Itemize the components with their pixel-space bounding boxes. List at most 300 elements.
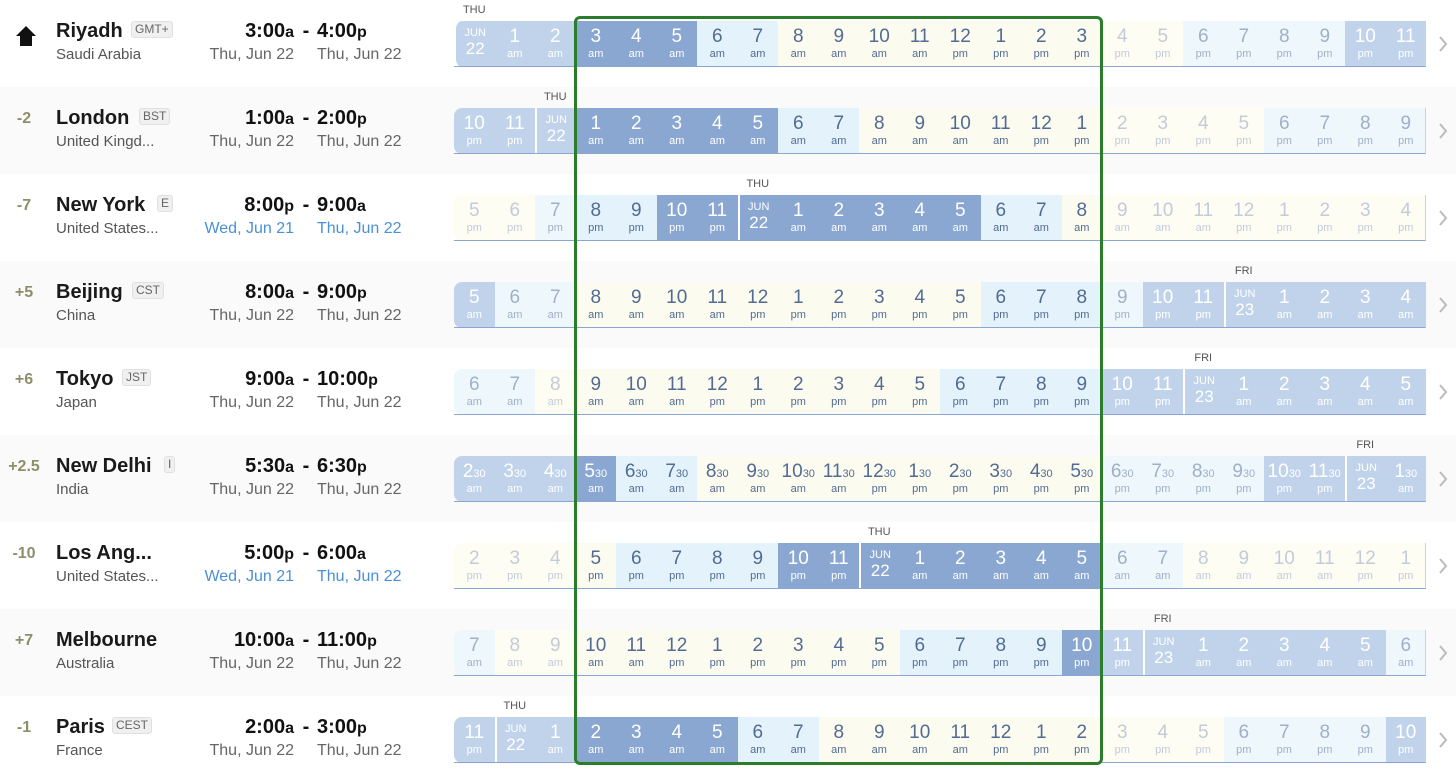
hour-cell[interactable] (1021, 21, 1062, 67)
hour-cell[interactable] (697, 195, 738, 241)
hour-cell[interactable] (900, 108, 941, 154)
hour-number: 2 (1116, 113, 1128, 134)
hour-cell[interactable] (697, 717, 738, 763)
hour-cell[interactable] (1345, 630, 1386, 676)
hour-cell[interactable] (1224, 108, 1265, 154)
hour-cell[interactable] (1386, 282, 1427, 328)
hour-cell[interactable] (1102, 282, 1143, 328)
hour-cell[interactable] (454, 717, 495, 763)
hour-cell[interactable] (576, 369, 617, 415)
hour-cell[interactable] (1224, 21, 1265, 67)
hour-cell[interactable] (1386, 543, 1427, 589)
chevron-right-icon[interactable] (1437, 382, 1449, 402)
hour-cell[interactable] (1224, 456, 1265, 502)
hour-cell[interactable] (1305, 108, 1346, 154)
hour-cell[interactable] (1345, 21, 1386, 67)
hour-cell[interactable] (981, 543, 1022, 589)
hour-suffix: pm (952, 309, 968, 321)
hour-cell[interactable] (940, 717, 981, 763)
day-marker-cell[interactable] (738, 195, 779, 241)
hour-cell[interactable] (900, 456, 941, 502)
hour-suffix: am (628, 483, 644, 495)
hour-cell[interactable] (454, 369, 495, 415)
hour-cell[interactable] (1021, 282, 1062, 328)
hour-number: 8 (509, 635, 521, 656)
hour-cell[interactable] (616, 282, 657, 328)
timezone-row[interactable] (0, 696, 1456, 783)
hour-cell[interactable] (616, 543, 657, 589)
hour-number: 10 (463, 113, 485, 134)
timezone-row[interactable] (0, 348, 1456, 435)
hour-cell[interactable] (1183, 282, 1224, 328)
hour-number: 7 (468, 635, 480, 656)
hour-cell[interactable] (1264, 195, 1305, 241)
hour-cell[interactable] (1305, 369, 1346, 415)
hour-number: 11 (828, 548, 849, 569)
hour-cell[interactable] (1224, 630, 1265, 676)
hour-suffix: am (1033, 570, 1049, 582)
hour-cell[interactable] (1021, 630, 1062, 676)
hour-cell[interactable] (454, 282, 495, 328)
hour-strip[interactable] (454, 91, 1426, 154)
hour-cell[interactable] (1143, 543, 1184, 589)
hour-cell[interactable] (778, 630, 819, 676)
hour-cell[interactable] (819, 108, 860, 154)
hour-cell[interactable] (778, 369, 819, 415)
hour-cell[interactable] (1345, 717, 1386, 763)
timezone-row[interactable] (0, 87, 1456, 174)
hour-cell[interactable] (697, 456, 738, 502)
hour-cell[interactable] (697, 543, 738, 589)
hour-strip[interactable] (454, 178, 1426, 241)
hour-cell[interactable] (1386, 456, 1427, 502)
hour-cell[interactable] (819, 369, 860, 415)
hour-cell[interactable] (1021, 543, 1062, 589)
hour-cell[interactable] (657, 630, 698, 676)
hour-cell[interactable] (576, 108, 617, 154)
hour-number: 1 (1278, 200, 1290, 221)
hour-cell[interactable] (535, 282, 576, 328)
hour-cell[interactable] (738, 21, 779, 67)
hour-cell[interactable] (1062, 369, 1103, 415)
chevron-right-icon[interactable] (1437, 295, 1449, 315)
hour-cell[interactable] (1021, 717, 1062, 763)
hour-cell[interactable] (981, 108, 1022, 154)
hour-cell[interactable] (859, 369, 900, 415)
hour-cell[interactable] (900, 369, 941, 415)
hour-suffix: am (790, 222, 806, 234)
hour-cell[interactable] (859, 456, 900, 502)
hour-cell[interactable] (1102, 21, 1143, 67)
hour-cell[interactable] (1305, 282, 1346, 328)
city-name[interactable]: Paris (56, 716, 105, 738)
day-marker-cell[interactable] (859, 543, 900, 589)
hour-cell[interactable] (1264, 717, 1305, 763)
hour-cell[interactable] (1305, 456, 1346, 502)
hour-suffix: am (831, 222, 847, 234)
hour-cell[interactable] (697, 282, 738, 328)
hour-suffix: am (1357, 396, 1373, 408)
hour-cell[interactable] (1264, 369, 1305, 415)
hour-cell[interactable] (657, 21, 698, 67)
hour-number: 8 (995, 635, 1007, 656)
timezone-abbr: BST (139, 108, 170, 125)
hour-cell[interactable] (454, 630, 495, 676)
hour-cell[interactable] (657, 108, 698, 154)
hour-cell[interactable] (1305, 21, 1346, 67)
end-time-ampm: a (357, 546, 366, 563)
day-marker-cell[interactable] (1345, 456, 1386, 502)
hour-cell[interactable] (778, 717, 819, 763)
hour-cell[interactable] (1264, 630, 1305, 676)
hour-cell[interactable] (1386, 369, 1427, 415)
hour-value: 11 (1308, 461, 1329, 482)
hour-cell[interactable] (495, 630, 536, 676)
hour-cell[interactable] (657, 369, 698, 415)
hour-value: 2 (948, 461, 960, 482)
hour-strip[interactable] (454, 352, 1426, 415)
time-separator: - (302, 368, 310, 390)
hour-suffix: am (709, 48, 725, 60)
hour-cell[interactable] (1224, 369, 1265, 415)
hour-cell[interactable] (535, 195, 576, 241)
hour-cell[interactable] (535, 21, 576, 67)
hour-cell[interactable] (940, 195, 981, 241)
hour-number: 2 (1076, 722, 1088, 743)
hour-cell[interactable] (981, 630, 1022, 676)
hour-cell[interactable] (940, 108, 981, 154)
chevron-right-icon[interactable] (1437, 34, 1449, 54)
timezone-row[interactable] (0, 522, 1456, 609)
chevron-right-icon[interactable] (1437, 730, 1449, 750)
hour-suffix: pm (750, 396, 766, 408)
timezone-row[interactable] (0, 174, 1456, 261)
hour-cell[interactable] (535, 630, 576, 676)
hour-cell[interactable] (454, 543, 495, 589)
hour-cell[interactable] (940, 543, 981, 589)
hour-cell[interactable] (576, 195, 617, 241)
hour-cell[interactable] (576, 543, 617, 589)
hour-cell[interactable] (738, 717, 779, 763)
hour-cell[interactable] (1183, 108, 1224, 154)
hour-cell[interactable] (1102, 369, 1143, 415)
hour-cell[interactable] (738, 630, 779, 676)
hour-cell[interactable] (900, 717, 941, 763)
hour-cell[interactable] (576, 282, 617, 328)
hour-cell[interactable] (1062, 195, 1103, 241)
hour-cell[interactable] (738, 456, 779, 502)
hour-cell[interactable] (1386, 21, 1427, 67)
hour-cell[interactable] (616, 21, 657, 67)
hour-cell[interactable] (657, 543, 698, 589)
hour-cell[interactable] (1102, 543, 1143, 589)
hour-cell[interactable] (819, 195, 860, 241)
hour-cell[interactable] (576, 456, 617, 502)
hour-cell[interactable] (495, 369, 536, 415)
day-marker-cell[interactable] (1224, 282, 1265, 328)
hour-cell[interactable] (778, 21, 819, 67)
hour-cell[interactable] (1021, 369, 1062, 415)
hour-cell[interactable] (1305, 717, 1346, 763)
hour-cell[interactable] (454, 456, 495, 502)
day-marker-month: JUN (1153, 636, 1175, 648)
hour-number (1021, 462, 1062, 484)
hour-cell[interactable] (859, 195, 900, 241)
hour-strip[interactable] (454, 700, 1426, 763)
hour-cell[interactable] (859, 282, 900, 328)
hour-cell[interactable] (495, 543, 536, 589)
hour-suffix: pm (1317, 483, 1333, 495)
hour-cell[interactable] (535, 717, 576, 763)
hour-cell[interactable] (940, 456, 981, 502)
hour-cell[interactable] (819, 282, 860, 328)
hour-cell[interactable] (1305, 195, 1346, 241)
hour-cell[interactable] (454, 108, 495, 154)
hour-cell[interactable] (819, 21, 860, 67)
hour-suffix: pm (1195, 483, 1211, 495)
hour-cell[interactable] (859, 630, 900, 676)
city-name[interactable]: Los Ang... (56, 542, 152, 564)
hour-cell[interactable] (1345, 195, 1386, 241)
city-name[interactable]: New Delhi (56, 455, 152, 477)
hour-suffix: pm (1195, 309, 1211, 321)
hour-cell[interactable] (697, 630, 738, 676)
end-time (317, 629, 377, 652)
hour-cell[interactable] (900, 630, 941, 676)
home-icon[interactable] (14, 24, 38, 48)
hour-cell[interactable] (819, 543, 860, 589)
hour-strip[interactable] (454, 439, 1426, 502)
hour-cell[interactable] (495, 108, 536, 154)
hour-cell[interactable] (1224, 543, 1265, 589)
hour-cell[interactable] (576, 21, 617, 67)
hour-cell[interactable] (1183, 630, 1224, 676)
hour-cell[interactable] (940, 21, 981, 67)
hour-cell[interactable] (981, 195, 1022, 241)
hour-number: 2 (833, 200, 845, 221)
hour-cell[interactable] (576, 630, 617, 676)
chevron-right-icon[interactable] (1437, 469, 1449, 489)
hour-number: 1 (1076, 113, 1088, 134)
day-marker-cell[interactable] (535, 108, 576, 154)
hour-cell[interactable] (657, 282, 698, 328)
hour-cell[interactable] (1386, 108, 1427, 154)
hour-cell[interactable] (859, 21, 900, 67)
hour-cell[interactable] (1386, 630, 1427, 676)
hour-cell[interactable] (1183, 21, 1224, 67)
hour-cell[interactable] (940, 282, 981, 328)
hour-cell[interactable] (1062, 282, 1103, 328)
hour-cell[interactable] (738, 282, 779, 328)
start-time (245, 107, 294, 130)
hour-cell[interactable] (657, 195, 698, 241)
chevron-right-icon[interactable] (1437, 556, 1449, 576)
hour-cell[interactable] (1264, 543, 1305, 589)
hour-cell[interactable] (1386, 717, 1427, 763)
hour-suffix: pm (1357, 744, 1373, 756)
hour-cell[interactable] (454, 195, 495, 241)
hour-cell[interactable] (900, 195, 941, 241)
hour-suffix: am (669, 744, 685, 756)
hour-cell[interactable] (940, 630, 981, 676)
hour-cell[interactable] (1062, 21, 1103, 67)
timezone-row[interactable] (0, 435, 1456, 522)
hour-cell[interactable] (1021, 456, 1062, 502)
hour-cell[interactable] (1183, 195, 1224, 241)
hour-cell[interactable] (616, 108, 657, 154)
hour-cell[interactable] (535, 369, 576, 415)
hour-strip[interactable] (454, 4, 1426, 67)
hour-number: 4 (1359, 374, 1371, 395)
day-marker-cell[interactable] (1143, 630, 1184, 676)
city-name[interactable]: Melbourne (56, 629, 158, 651)
end-date: Thu, Jun 22 (317, 481, 402, 498)
start-time (245, 20, 294, 43)
hour-cell[interactable] (657, 456, 698, 502)
hour-cell[interactable] (495, 21, 536, 67)
hour-cell[interactable] (1345, 369, 1386, 415)
city-name[interactable]: London (56, 107, 130, 129)
hour-cell[interactable] (1062, 717, 1103, 763)
hour-cell[interactable] (657, 717, 698, 763)
day-marker-cell[interactable] (495, 717, 536, 763)
hour-cell[interactable] (778, 282, 819, 328)
end-time-value: 9:00 (317, 194, 358, 216)
hour-cell[interactable] (1143, 369, 1184, 415)
hour-cell[interactable] (738, 543, 779, 589)
chevron-right-icon[interactable] (1437, 208, 1449, 228)
hour-number: 4 (1197, 113, 1209, 134)
hour-cell[interactable] (535, 543, 576, 589)
hour-number: 7 (671, 548, 683, 569)
chevron-right-icon[interactable] (1437, 643, 1449, 663)
hour-cell[interactable] (981, 369, 1022, 415)
hour-cell[interactable] (697, 21, 738, 67)
hour-number: 8 (590, 200, 602, 221)
hour-cell[interactable] (535, 456, 576, 502)
hour-cell[interactable] (859, 717, 900, 763)
hour-cell[interactable] (1143, 282, 1184, 328)
hour-strip[interactable] (454, 265, 1426, 328)
hour-cell[interactable] (495, 195, 536, 241)
start-time (245, 281, 294, 304)
hour-cell[interactable] (981, 282, 1022, 328)
hour-number (1143, 462, 1184, 484)
hour-cell[interactable] (1062, 456, 1103, 502)
day-marker-cell[interactable] (454, 21, 495, 67)
hour-suffix: pm (871, 483, 887, 495)
hour-cell[interactable] (1345, 543, 1386, 589)
hour-strip[interactable] (454, 613, 1426, 676)
hour-cell[interactable] (495, 456, 536, 502)
hour-cell[interactable] (576, 717, 617, 763)
hour-cell[interactable] (819, 456, 860, 502)
hour-cell[interactable] (1264, 21, 1305, 67)
hour-cell[interactable] (1224, 195, 1265, 241)
hour-cell[interactable] (1021, 195, 1062, 241)
hour-cell[interactable] (1143, 195, 1184, 241)
timezone-row[interactable] (0, 0, 1456, 87)
timezone-row[interactable] (0, 261, 1456, 348)
hour-cell[interactable] (738, 369, 779, 415)
hour-cell[interactable] (616, 456, 657, 502)
hour-cell[interactable] (1224, 717, 1265, 763)
hour-cell[interactable] (900, 282, 941, 328)
hour-cell[interactable] (1264, 108, 1305, 154)
hour-cell[interactable] (1062, 108, 1103, 154)
hour-cell[interactable] (859, 108, 900, 154)
city-name[interactable]: Riyadh (56, 20, 123, 42)
hour-minutes: 30 (716, 468, 729, 480)
hour-cell[interactable] (616, 717, 657, 763)
city-name[interactable]: Tokyo (56, 368, 114, 390)
hour-cell[interactable] (1264, 282, 1305, 328)
hour-cell[interactable] (778, 108, 819, 154)
hour-cell[interactable] (1102, 630, 1143, 676)
hour-cell[interactable] (697, 369, 738, 415)
hour-cell[interactable] (1102, 195, 1143, 241)
hour-cell[interactable] (981, 456, 1022, 502)
hour-cell[interactable] (1183, 543, 1224, 589)
timezone-row[interactable] (0, 609, 1456, 696)
hour-cell[interactable] (1345, 108, 1386, 154)
hour-cell[interactable] (778, 543, 819, 589)
hour-cell[interactable] (981, 717, 1022, 763)
hour-cell[interactable] (1143, 108, 1184, 154)
day-marker-cell[interactable] (1183, 369, 1224, 415)
hour-cell[interactable] (1345, 282, 1386, 328)
hour-cell[interactable] (981, 21, 1022, 67)
hour-cell[interactable] (940, 369, 981, 415)
hour-cell[interactable] (616, 630, 657, 676)
hour-cell[interactable] (1143, 717, 1184, 763)
hour-cell[interactable] (900, 21, 941, 67)
hour-cell[interactable] (1183, 456, 1224, 502)
hour-cell[interactable] (900, 543, 941, 589)
hour-cell[interactable] (1143, 21, 1184, 67)
hour-cell[interactable] (1305, 630, 1346, 676)
hour-cell[interactable] (1386, 195, 1427, 241)
hour-strip[interactable] (454, 526, 1426, 589)
hour-cell[interactable] (1183, 717, 1224, 763)
chevron-right-icon[interactable] (1437, 121, 1449, 141)
hour-cell[interactable] (1264, 456, 1305, 502)
hour-cell[interactable] (778, 195, 819, 241)
hour-cell[interactable] (1021, 108, 1062, 154)
hour-cell[interactable] (738, 108, 779, 154)
hour-cell[interactable] (616, 369, 657, 415)
hour-cell[interactable] (1062, 630, 1103, 676)
hour-number: 3 (873, 287, 885, 308)
hour-cell[interactable] (1102, 456, 1143, 502)
hour-number: 3 (1157, 113, 1169, 134)
city-name[interactable]: Beijing (56, 281, 123, 303)
hour-cell[interactable] (1143, 456, 1184, 502)
hour-cell[interactable] (697, 108, 738, 154)
hour-cell[interactable] (1102, 717, 1143, 763)
hour-cell[interactable] (778, 456, 819, 502)
hour-cell[interactable] (616, 195, 657, 241)
city-name[interactable]: New York (56, 194, 146, 216)
hour-value: 4 (1029, 461, 1041, 482)
hour-cell[interactable] (1062, 543, 1103, 589)
hour-cell[interactable] (819, 630, 860, 676)
hour-cell[interactable] (495, 282, 536, 328)
hour-number: 9 (590, 374, 602, 395)
hour-cell[interactable] (1305, 543, 1346, 589)
hour-cell[interactable] (1102, 108, 1143, 154)
hour-cell[interactable] (819, 717, 860, 763)
